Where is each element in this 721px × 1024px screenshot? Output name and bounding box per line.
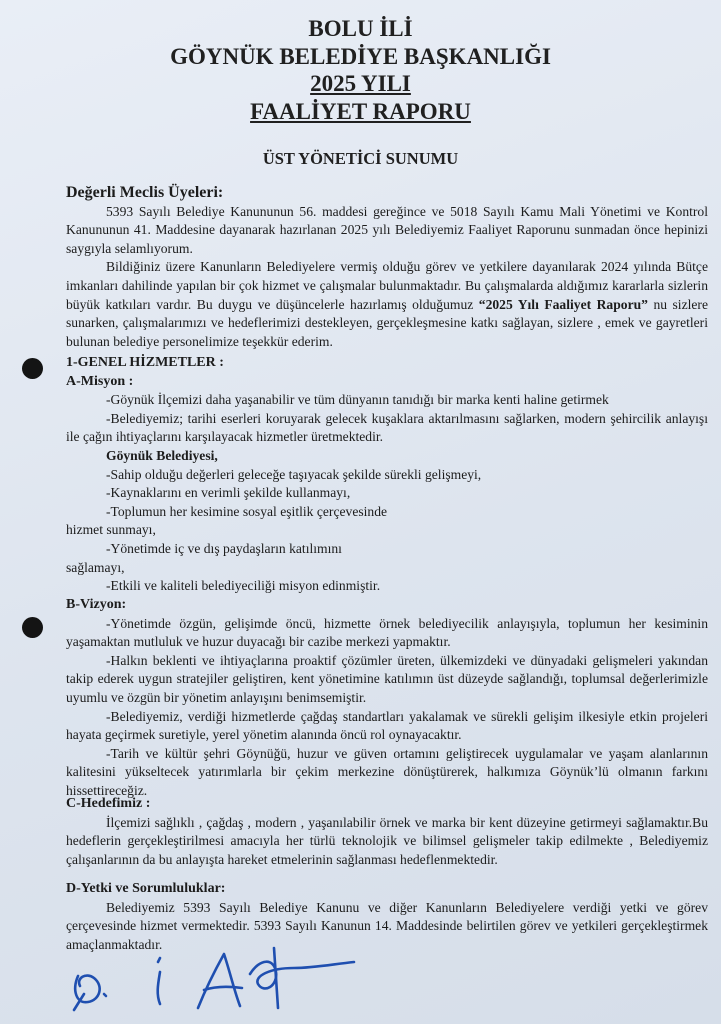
mission-item-continuation: sağlamayı, bbox=[66, 559, 125, 575]
punch-hole-bottom bbox=[22, 617, 43, 638]
mission-item: -Sahip olduğu değerleri geleceğe taşıyacak şekilde sürekli gelişmeyi, bbox=[106, 466, 482, 482]
authority-text: Belediyemiz 5393 Sayılı Belediye Kanunu ve diğer Kanunların Belediyelere verdiği yetki ve görev çerçevesinde hizmet vermektedir. 5393 Sayılı Kanunun 14. Maddesinde belirtilen görev ve yetkileri gerçekleştirmek amaçlanmaktadır. bbox=[66, 899, 708, 952]
signature-dot bbox=[104, 994, 106, 996]
signature-stroke bbox=[198, 954, 242, 1008]
intro-section bbox=[66, 184, 708, 351]
mission-item: -Kaynaklarını en verimli şekilde kullanmayı, bbox=[106, 485, 351, 501]
handwritten-signatures bbox=[64, 928, 364, 1020]
signature-stroke bbox=[250, 962, 354, 989]
signature-stroke bbox=[274, 948, 278, 1008]
vision-item: -Belediyemiz, verdiği hizmetlerde çağdaş standartları yakalamak ve sürekli gelişim ilkesiyle etkin projeleri hayata geçirmek suretiyle, yerel yönetim alanında öncü rol oynayacaktır. bbox=[66, 708, 708, 743]
mission-item: -Göynük İlçemizi daha yaşanabilir ve tüm dünyanın tanıdığı bir marka kenti haline getirmek bbox=[106, 392, 609, 408]
title-province: BOLU İLİ bbox=[308, 16, 413, 41]
goal-heading: C-Hedefimiz : bbox=[66, 796, 151, 811]
mission-item-continuation: hizmet sunmayı, bbox=[66, 522, 156, 538]
report-name-bold: “2025 Yılı Faaliyet Raporu” bbox=[478, 296, 648, 312]
signature-stroke bbox=[158, 958, 160, 1004]
mission-item: -Etkili ve kaliteli belediyeciliği misyon edinmiştir. bbox=[106, 578, 381, 594]
vision-item: -Tarih ve kültür şehri Göynüğü, huzur ve güven ortamını geliştirecek uygulamalar ve yaşam alanlarının kalitesini yükseltecek yatırımlarla bir çekim merkezine dönüştürerek, halkımıza Göynük’lü olmanın farkını hissettireceğiz. bbox=[66, 745, 708, 798]
goal-text: İlçemizi sağlıklı , çağdaş , modern , yaşanılabilir örnek ve marka bir kent düzeyine getirmeyi sağlamaktır.Bu hedeflerin gerçekleştirilmesi amacıyla her türlü teknolojik ve bilimsel gelişmeler takip edilmekte , Belediyemiz çalışanlarının da bu anlayışta hareket etmelerinin sağlanması hedeflenmektedir. bbox=[66, 814, 708, 867]
vision-item: -Halkın beklenti ve ihtiyaçlarına proaktif çözümler üreten, ülkemizdeki ve dünyadaki gelişmeleri yakından takip ederek uygun stratejiler geliştiren, kent yönetimine katılımın üst düzeyde sağlandığı, toplumsal değerlerimizle uyumlu ve özgün bir yönetim anlayışını benimsemiştir. bbox=[66, 652, 708, 705]
vision-item: -Yönetimde özgün, gelişimde öncü, hizmette örnek belediyecilik anlayışıyla, toplumun her kesiminin yaşamaktan mutluluk ve huzur duyacağı bir cazibe merkezi yapmaktır. bbox=[66, 615, 708, 650]
general-services-heading: 1-GENEL HİZMETLER : bbox=[66, 355, 224, 370]
mission-item: -Belediyemiz; tarihi eserleri koruyarak gelecek kuşaklara aktarılmasını sağlarken, modern şehircilik anlayışı ile çağın ihtiyaçlarını karşılayacak hizmetler üretmektedir. bbox=[66, 410, 708, 445]
intro-paragraph-2-start: Bildiğiniz üzere Kanunların Belediyelere vermiş olduğu görev ve yetkilere dayanılarak 2024 yılında Bütçe imkanları dahilinde yapılan bir çok hizmet ve çalışmalar bulunmaktadır. Bu çalışmalarda aldığımız kararlarla sizlerin büyük katkıları vardır. Bu duygu ve düşüncelerle hazırlamış olduğumuz bbox=[66, 259, 708, 312]
intro-paragraph-2 bbox=[66, 258, 708, 351]
mission-item: -Yönetimde iç ve dış paydaşların katılımını bbox=[106, 540, 342, 556]
general-services-section bbox=[66, 354, 708, 596]
goynuk-municipality-label: Göynük Belediyesi, bbox=[106, 447, 218, 463]
signature-stroke bbox=[74, 976, 100, 1010]
mission-item: -Toplumun her kesimine sosyal eşitlik çerçevesinde bbox=[106, 503, 388, 519]
intro-paragraph-1: 5393 Sayılı Belediye Kanununun 56. maddesi gereğince ve 5018 Sayılı Kamu Mali Yönetimi ve Kontrol Kanununun 41. Maddesine dayanarak hazırlanan 2025 yılı Belediyemiz Faaliyet Raporunu sunmadan önce hepinizi saygıyla selamlıyorum. bbox=[66, 203, 708, 256]
subtitle: ÜST YÖNETİCİ SUNUMU bbox=[262, 149, 459, 168]
title-municipality: GÖYNÜK BELEDİYE BAŞKANLIĞI bbox=[170, 44, 551, 69]
intro-paragraph-2-end: nu sizlere sunarken, çalışmalarımızı ve hedeflerimizi destekleyen, gerçekleşmesine katkı sağlayan, sizlere , emek ve gayretleri bulunan belediye personelimize teşekkür ederim. bbox=[66, 296, 708, 349]
title-year: 2025 YILI bbox=[310, 71, 411, 96]
vision-section bbox=[66, 596, 708, 801]
title-report: FAALİYET RAPORU bbox=[250, 99, 471, 124]
greeting: Değerli Meclis Üyeleri: bbox=[66, 184, 224, 201]
mission-heading: A-Misyon : bbox=[66, 373, 134, 389]
authority-heading: D-Yetki ve Sorumluluklar: bbox=[66, 881, 226, 896]
goal-section bbox=[66, 795, 708, 869]
vision-heading: B-Vizyon: bbox=[66, 597, 127, 612]
punch-hole-top bbox=[22, 358, 43, 379]
